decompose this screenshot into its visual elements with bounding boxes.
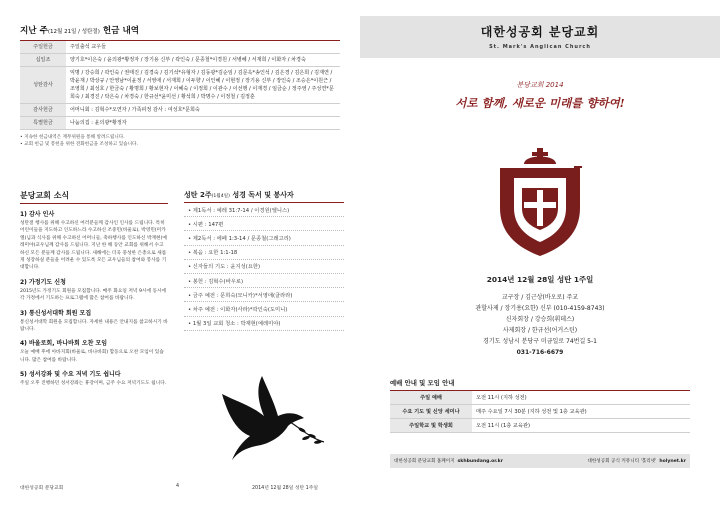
church-name-en: St. Mark's Anglican Church [489,44,591,50]
news-item-title: 2) 가정기도 신청 [20,278,66,286]
info-row [390,405,690,419]
reading-item: • 1월 3일 교회 청소 : 박재현(예레미야) [184,317,344,331]
staff-line: 사제회장 / 한규선(어거스틴) [502,327,578,334]
news-title: 분당교회 소식 [20,191,70,200]
info-value: 오전 11시 (1층 교육관) [472,419,690,433]
offering-value: 양기호*이은숙 / 윤의광*황정자 / 장기용 신부 / 곽인숙 / 문종철*이경원 / 서병혜 / 서재희 / 이화자 / 차경숙 [66,54,340,67]
reading-title [184,190,344,200]
reading-title-text: 성탄 2주 [184,191,212,199]
service-info [390,378,690,433]
info-title: 예배 안내 및 모임 안내 [390,379,455,387]
church-news [20,190,168,388]
offering-row [20,117,340,130]
homepage-url: skhbundang.or.kr [457,459,503,464]
right-page [360,0,720,508]
dove-icon [212,372,328,464]
reading-item: • 제2독서 : 에페 1:3-14 / 문종철(그레고리) [184,231,344,245]
offering-notes [20,134,340,148]
reading-title-main: 성경 독서 및 봉사자 [232,191,294,199]
offering-note: • 교회 헌금 및 봉헌을 위한 전화헌금을 조성하고 있습니다. [20,142,138,147]
staff-list [360,292,720,358]
reading-list [184,203,344,331]
info-key: 수요 기도 및 신앙 세미나 [390,405,472,419]
reading-item: • 신자들의 기도 : 윤지성(요한) [184,260,344,274]
offering-row [20,41,340,54]
offering-title [20,24,340,36]
homepage-label: 대한성공회 분당교회 홈페이지 [394,459,455,464]
news-item-body: 주일 오후 진행하던 성서강좌는 휴강이며, 금주 수요 저녁기도도 쉽니다. [20,381,167,387]
news-item-title: 3) 통신성서대학 회원 모집 [20,309,92,317]
offering-row [20,54,340,67]
holynet-url: holynet.kr [659,459,686,464]
staff-line: 경기도 성남시 분당구 미금일로 74번길 5-1 [483,338,597,345]
footer-page-number: 4 [176,484,180,489]
offering-key: 십일조 [20,54,66,67]
info-value: 오전 11시 (지하 성전) [472,391,690,405]
service-date: 2014년 12월 28일 성탄 1주일 [486,275,594,284]
offering-value: 익명 / 강승희 / 곽인숙 / 권태진 / 김경숙 / 김기석*유형자 / 김동광*김순임 / 김문옥*송인석 / 김은경 / 김은희 / 김재연 / 박윤재 / 박상규 / 안영남*이윤정 / 서영애 / 서재희 / 이두향 / 이인혜 / 이현정 / 장기용 신부 / 장인숙 / 조승은*이원근 / 조영희 / 최성호 / 한금숙 / 황명희 / 황보현자 / 이혜숙 / 이정희 / 이관수 / 이선행 / 이재경 / 임금순 / 정주영 / 주성연*문희숙 / 최경진 / 탁은숙 / 차경숙 / 한규선*윤미선 / 황석희 / 박명수 / 이정철 / 김정훈 [66,67,340,104]
info-key: 주일학교 및 학생회 [390,419,472,433]
news-item-title: 1) 감사 인사 [20,211,55,218]
info-value: 매주 수요일 7시 30분 (지하 성전 및 1층 교육관) [472,405,690,419]
staff-line: 관할사제 / 장기용(요한) 신부 (010-4159-8743) [475,305,605,312]
news-item-title: 4) 바울로회, 바나바회 오찬 모임 [20,340,108,348]
reading-item: • 제1독서 : 예레 31:7-14 / 이경원(엘니스) [184,203,344,217]
reading-item: • 시편 : 147편 [184,217,344,231]
right-footer [390,454,690,468]
news-divider [20,203,168,204]
offering-table [20,41,340,130]
church-crest-logo [492,148,588,258]
reading-item: • 금주 예전 : 문희숙(모니카)*서영애(클라라) [184,288,344,302]
footer-left-date: 2014년 12월 28일 성탄 1주일 [252,486,319,491]
info-key: 주일 예배 [390,391,472,405]
offering-row [20,67,340,104]
footer-left-name: 대한성공회 분당교회 [20,486,64,491]
info-table [390,391,690,433]
holynet-link[interactable] [587,458,686,464]
news-item-body: 성탄절 행사를 위해 수고하신 여러분들께 감사인 인사를 드립니다. 특히 어린이들을 지도하고 인도하느라 수고하신 조중민(바울로), 박영민(미카엘)님과 식사를 위해 수고하신 어머니들, 축하행사를 인도하신 박재현(예레미야)교우님께 감사를 드립니다. 지난 한 해 동안 교회를 위해서 수고하신 모든 분들께 감사를 드립니다. 새해에는 더욱 풍성한 은총으로 새롭게 성장하실 분들을 어려운 수 있도록 모든 교우님들의 참여와 봉사를 기대합니다. [20,221,167,271]
reading-item: • 봉헌 : 김혁수(바우로) [184,274,344,288]
staff-line: 교구장 / 김근상(바오로) 주교 [501,294,579,301]
homepage-link[interactable] [394,458,503,464]
reading-item: • 차주 예전 : 이화자(사라)*곽인숙(도미니) [184,302,344,316]
reading-item: • 복음 : 요한 1:1-18 [184,246,344,260]
news-item-body: 통신성서대학 회원을 모집합니다. 자세한 내용은 안내지를 참고하시기 바랍니다. [20,319,168,333]
holynet-label: 대한성공회 공식 커뮤니티 '홀리넷' [587,459,657,464]
slogan: 서로 함께, 새로운 미래를 향하여! [455,96,625,110]
staff-line: 031-716-6679 [516,349,564,356]
offering-title-text: 지난 주 [20,26,48,36]
offering-key: 특별헌금 [20,117,66,130]
news-item-body: 오늘 예배 후에 아바지회(바울로, 바나바회) 합동으로 오찬 모임이 있습니다. 많은 참여를 바랍니다. [20,350,164,363]
offering-value: 어머니회 : 김혁수*오연자 / 가족피정 감사 : 여성호*문희숙 [66,104,340,117]
news-item-title: 5) 성서강좌 및 수요 저녁 기도 쉽니다 [20,371,121,379]
offering-key: 감사헌금 [20,104,66,117]
news-item-body: 2015년도 가정기도 회원을 모집합니다. 매주 화요일 저녁 9시에 동시에 각 가정에서 기도하는 프로그램에 많은 참여를 바랍니다. [20,288,167,302]
offering-key: 주일헌금 [20,41,66,54]
title-band [360,16,720,58]
reading-section [184,190,344,331]
info-row [390,391,690,405]
offering-row [20,104,340,117]
offering-note: • 지속한 헌금내역은 재무위원을 통해 알려드립니다. [20,135,125,140]
offering-value: 주일출석 교우들 [66,41,340,54]
church-name: 대한성공회 분당교회 [480,25,600,39]
info-row [390,419,690,433]
offering-title-main: 헌금 내역 [102,26,140,36]
staff-line: 신자회장 / 강승희(휘데스) [505,316,575,323]
year-motto: 분당교회 2014 [516,81,564,89]
offering-title-date: (12월 21일 / 성탄절) [47,29,100,35]
reading-title-date: (1월4일) [211,194,230,199]
offering-key: 성탄감사 [20,67,66,104]
offering-value: 나눔의집 : 윤의광*황정자 [66,117,340,130]
